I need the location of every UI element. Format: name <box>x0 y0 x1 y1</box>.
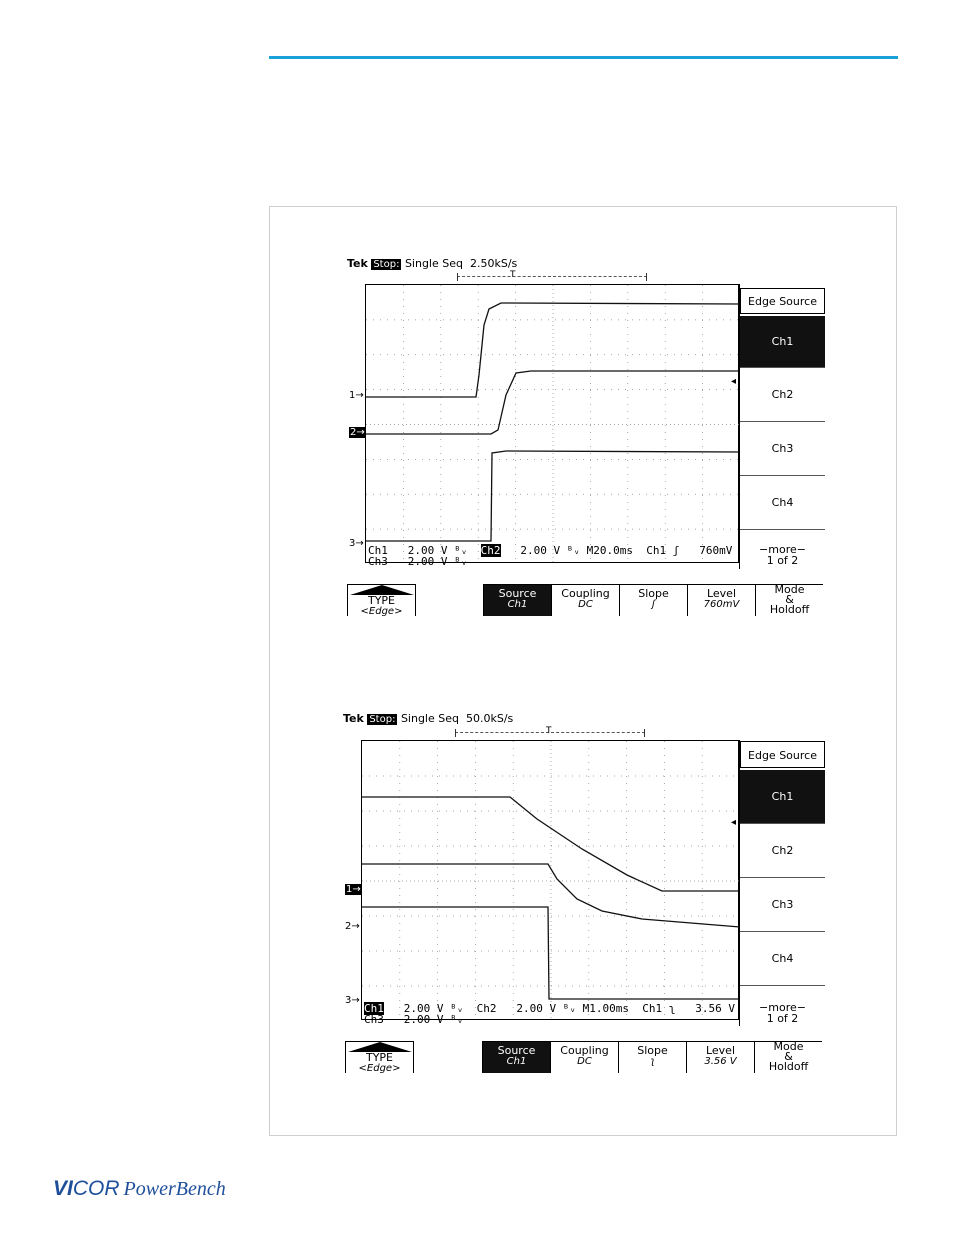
menu-mode-holdoff-button[interactable]: Mode & Holdoff <box>754 1041 822 1073</box>
side-item-more[interactable]: −more− 1 of 2 <box>759 1001 806 1025</box>
side-menu <box>739 740 825 1026</box>
ch3-trace <box>366 451 740 541</box>
waveform-display <box>365 284 739 563</box>
side-item-ch2[interactable]: Ch2 <box>740 368 825 422</box>
scope-header <box>343 712 513 725</box>
menu-source-button[interactable]: Source Ch1 <box>483 584 551 616</box>
ch1-ground-marker: 1→ <box>349 390 364 401</box>
ch2-ground-marker: 2→ <box>350 427 365 438</box>
menu-source-button[interactable]: Source Ch1 <box>482 1041 550 1073</box>
header-accent-rule <box>269 56 898 59</box>
trigger-position-mark: T <box>510 270 516 280</box>
ch3-ground-marker: 3→ <box>349 538 364 549</box>
menu-mode-holdoff-button[interactable]: Mode & Holdoff <box>755 584 823 616</box>
side-item-ch4[interactable]: Ch4 <box>740 932 825 986</box>
vicor-powerbench-logo <box>53 1177 226 1201</box>
ch1-ground-marker: 1→ <box>346 884 361 895</box>
channel-readout: Ch1 2.00 V ᴮᵥ Ch2 2.00 V ᴮᵥ M1.00ms Ch1 ʅ 3.56 V Ch3 2.00 V ᴮᵥ <box>364 1002 735 1026</box>
waveform-graticule <box>366 285 740 564</box>
side-item-ch2[interactable]: Ch2 <box>740 824 825 878</box>
menu-type-button[interactable]: TYPE <Edge> <box>345 1041 414 1073</box>
side-item-ch1[interactable]: Ch1 <box>740 316 825 368</box>
side-item-ch3[interactable]: Ch3 <box>740 422 825 476</box>
bottom-menu <box>345 1041 825 1073</box>
side-item-more[interactable]: −more− 1 of 2 <box>759 543 806 567</box>
side-item-ch3[interactable]: Ch3 <box>740 878 825 932</box>
side-item-ch1[interactable]: Ch1 <box>740 770 825 824</box>
bottom-menu <box>347 584 825 616</box>
side-menu <box>739 284 825 569</box>
trigger-level-marker: ◂ <box>731 817 737 828</box>
menu-coupling-button[interactable]: Coupling DC <box>551 584 619 616</box>
ch2-ground-marker: 2→ <box>345 921 360 932</box>
ch3-ground-marker: 3→ <box>345 995 360 1006</box>
brand-label: Tek <box>347 257 368 270</box>
acquisition-mode: Single Seq <box>400 712 459 725</box>
side-item-ch4[interactable]: Ch4 <box>740 476 825 530</box>
trigger-level-marker: ◂ <box>731 376 737 387</box>
menu-type-button[interactable]: TYPE <Edge> <box>347 584 416 616</box>
logo-vi: VI <box>53 1177 73 1200</box>
acquisition-mode: Single Seq <box>404 257 463 270</box>
menu-coupling-button[interactable]: Coupling DC <box>550 1041 618 1073</box>
menu-slope-button[interactable]: Slope ʃ <box>619 584 687 616</box>
trigger-position-mark: T <box>546 726 552 736</box>
acquisition-state: Stop: <box>373 259 400 270</box>
logo-product: PowerBench <box>123 1178 226 1200</box>
brand-label: Tek <box>343 712 364 725</box>
waveform-display <box>361 740 739 1020</box>
sample-rate: 50.0kS/s <box>465 712 514 725</box>
logo-cor: COR <box>72 1177 120 1200</box>
channel-readout: Ch1 2.00 V ᴮᵥ Ch2 2.00 V ᴮᵥ M20.0ms Ch1 ʃ 760mV Ch3 2.00 V ᴮᵥ <box>368 544 733 568</box>
menu-level-button[interactable]: Level 3.56 V <box>686 1041 754 1073</box>
menu-level-button[interactable]: Level 760mV <box>687 584 755 616</box>
waveform-graticule <box>362 741 740 1021</box>
menu-slope-button[interactable]: Slope ʅ <box>618 1041 686 1073</box>
acquisition-state: Stop: <box>369 714 396 725</box>
side-menu-title: Edge Source <box>740 288 825 314</box>
sample-rate: 2.50kS/s <box>469 257 518 270</box>
scope-header <box>347 257 517 270</box>
side-menu-title: Edge Source <box>740 741 825 768</box>
